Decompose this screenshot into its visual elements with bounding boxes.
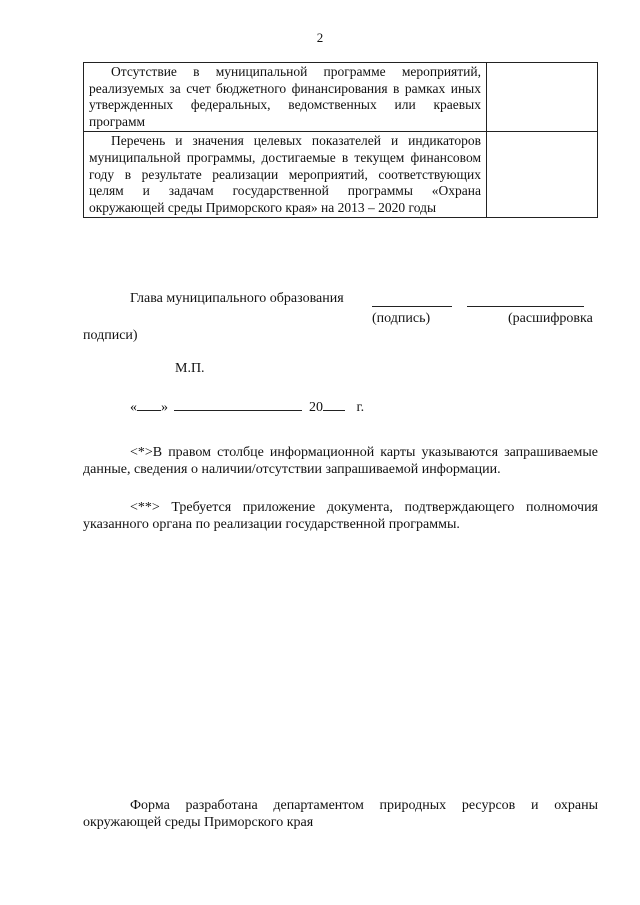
table-cell-criterion <box>84 132 487 218</box>
table-row <box>84 132 598 218</box>
page-number: 2 <box>316 30 324 45</box>
stamp-label: М.П. <box>175 361 205 376</box>
note-single-asterisk: <*>В правом столбце информационной карты указываются запрашиваемые данные, сведения о наличии/отсутствии запрашиваемой информации. <box>83 445 598 477</box>
table-cell-criterion <box>84 63 487 132</box>
decoding-caption: (расшифровка <box>508 311 593 326</box>
signature-caption: (подпись) <box>372 311 431 326</box>
signature-title: Глава муниципального образования <box>130 291 344 306</box>
criterion-text: Отсутствие в муниципальной программе мероприятий, реализуемых за счет бюджетного финансирования в рамках иных утвержденных федеральных, ведомственных или краевых программ <box>89 64 481 129</box>
year-prefix: 20 <box>309 400 323 415</box>
month-blank <box>174 397 302 411</box>
date-open-quote: « <box>130 400 137 415</box>
form-author-note: Форма разработана департаментом природных ресурсов и охраны окружающей среды Приморского края <box>83 798 598 830</box>
criterion-text: Перечень и значения целевых показателей и индикаторов муниципальной программы, достигаемые в текущем финансовом году в результате реализации мероприятий, соответствующих целям и задачам государственной программы «Охрана окружающей среды Приморского края» на 2013 – 2020 годы <box>89 133 481 215</box>
signature-blank <box>372 290 452 307</box>
note-double-asterisk: <**> Требуется приложение документа, подтверждающего полномочия указанного органа по реализации государственной программы. <box>83 500 598 532</box>
day-blank <box>137 397 161 411</box>
table-cell-value <box>487 132 598 218</box>
date-line <box>130 397 364 416</box>
decoding-blank <box>467 290 584 307</box>
table-row <box>84 63 598 132</box>
year-suffix: г. <box>356 400 365 415</box>
table-cell-value <box>487 63 598 132</box>
year-blank <box>323 397 345 411</box>
decoding-caption-continued: подписи) <box>83 328 138 343</box>
info-card-table <box>83 62 598 218</box>
date-close-quote: » <box>161 400 168 415</box>
